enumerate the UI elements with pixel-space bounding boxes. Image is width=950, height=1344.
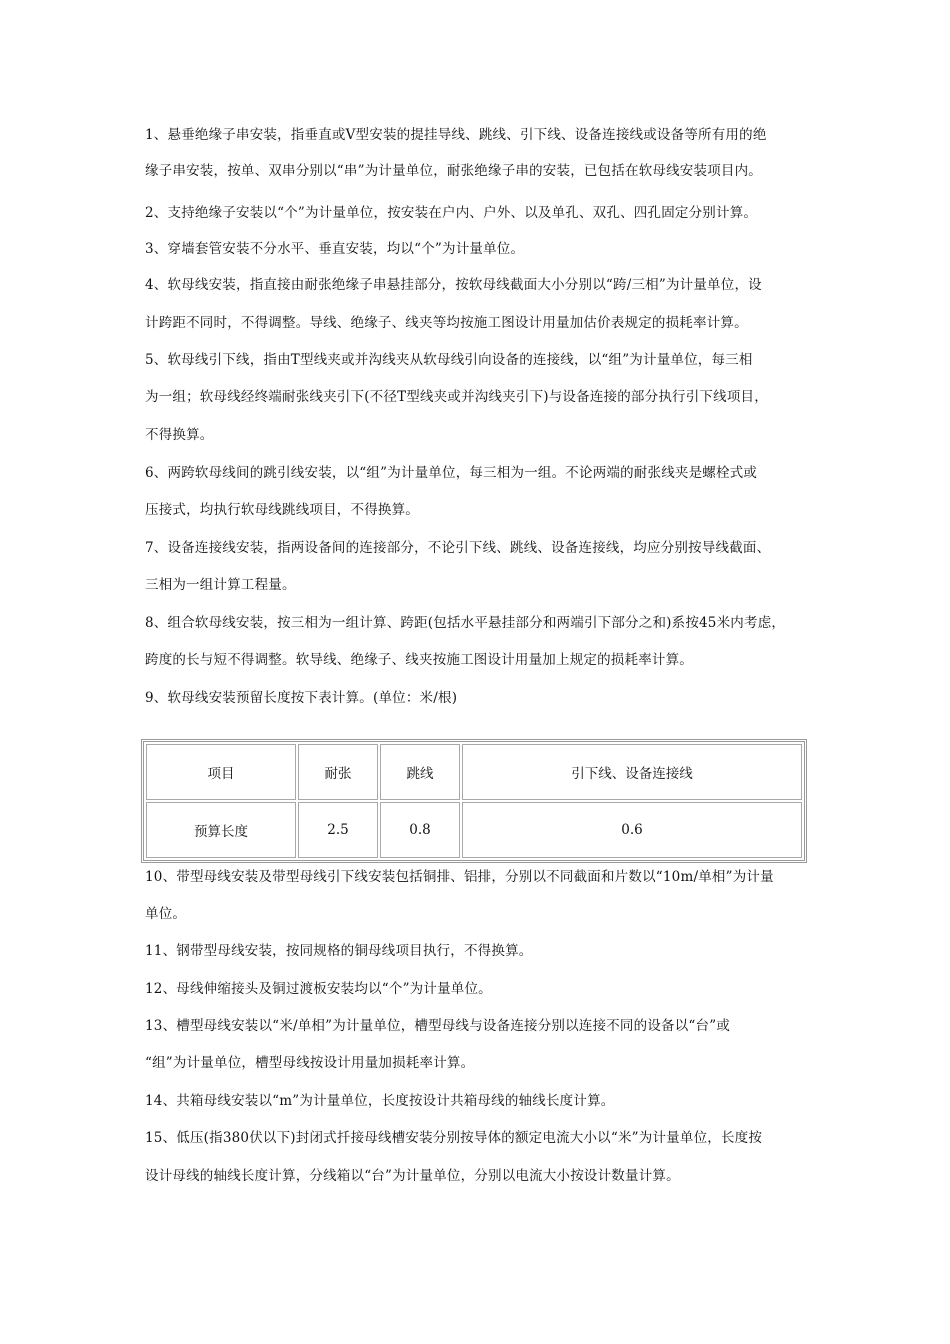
table-header-cell: 跳线 [380, 744, 460, 800]
text-line: 计跨距不同时，不得调整。导线、绝缘子、线夹等均按施工图设计用量加估价表规定的损耗率计算。 [145, 315, 748, 331]
text-line: 13、槽型母线安装以“米/单相”为计量单位，槽型母线与设备连接分别以连接不同的设备以“台”或 [145, 1018, 731, 1034]
text-line: 压接式，均执行软母线跳线项目，不得换算。 [145, 502, 419, 518]
table-header-cell: 项目 [146, 744, 296, 800]
text-line: 单位。 [145, 906, 187, 922]
text-line: 7、设备连接线安装，指两设备间的连接部分，不论引下线、跳线、设备连接线，均应分别按导线截面、 [145, 540, 771, 556]
text-line: 3、穿墙套管安装不分水平、垂直安装，均以“个”为计量单位。 [145, 241, 525, 257]
text-line: 6、两跨软母线间的跳引线安装，以“组”为计量单位，每三相为一组。不论两端的耐张线夹是螺栓式或 [145, 465, 758, 481]
text-line: 5、软母线引下线，指由T型线夹或并沟线夹从软母线引向设备的连接线，以“组”为计量单位，每三相 [145, 352, 753, 368]
text-line: 9、软母线安装预留长度按下表计算。(单位：米/根) [145, 690, 458, 706]
text-line: 设计母线的轴线长度计算，分线箱以“台”为计量单位，分别以电流大小按设计数量计算。 [145, 1168, 680, 1184]
table-cell: 0.8 [380, 802, 460, 858]
text-line: 1、悬垂绝缘子串安装，指垂直或V型安装的提挂导线、跳线、引下线、设备连接线或设备等所有用的绝 [145, 127, 767, 143]
table-row [146, 802, 802, 858]
allowance-table [141, 739, 807, 863]
text-line: 8、组合软母线安装，按三相为一组计算、跨距(包括水平悬挂部分和两端引下部分之和)系按45米内考虑， [145, 615, 786, 631]
text-line: 2、支持绝缘子安装以“个”为计量单位，按安装在户内、户外、以及单孔、双孔、四孔固定分别计算。 [145, 205, 758, 221]
text-line: 10、带型母线安装及带型母线引下线安装包括铜排、铝排，分别以不同截面和片数以“10m/单相”为计量 [145, 869, 774, 885]
text-line: 缘子串安装，按单、双串分别以“串”为计量单位，耐张绝缘子串的安装，已包括在软母线安装项目内。 [145, 163, 763, 179]
table-header-cell: 耐张 [298, 744, 378, 800]
text-line: “组”为计量单位，槽型母线按设计用量加损耗率计算。 [145, 1055, 475, 1071]
table-cell: 预算长度 [146, 802, 296, 858]
text-line: 跨度的长与短不得调整。软导线、绝缘子、线夹按施工图设计用量加上规定的损耗率计算。 [145, 652, 693, 668]
text-line: 4、软母线安装，指直接由耐张绝缘子串悬挂部分，按软母线截面大小分别以“跨/三相”为计量单位，设 [145, 277, 762, 293]
text-line: 11、钢带型母线安装，按同规格的铜母线项目执行，不得换算。 [145, 943, 533, 959]
text-line: 不得换算。 [145, 427, 214, 443]
table-cell: 2.5 [298, 802, 378, 858]
table-cell: 0.6 [462, 802, 802, 858]
text-line: 14、共箱母线安装以“m”为计量单位，长度按设计共箱母线的轴线长度计算。 [145, 1093, 615, 1109]
table-header-row [146, 744, 802, 800]
table-header-cell: 引下线、设备连接线 [462, 744, 802, 800]
table-grid [144, 742, 804, 860]
text-line: 12、母线伸缩接头及铜过渡板安装均以“个”为计量单位。 [145, 981, 492, 997]
text-line: 为一组；软母线经终端耐张线夹引下(不径T型线夹或并沟线夹引下)与设备连接的部分执行引下线项目， [145, 389, 768, 405]
text-line: 三相为一组计算工程量。 [145, 577, 296, 593]
text-line: 15、低压(指380伏以下)封闭式扦接母线槽安装分别按导体的额定电流大小以“米”为计量单位，长度按 [145, 1130, 763, 1146]
